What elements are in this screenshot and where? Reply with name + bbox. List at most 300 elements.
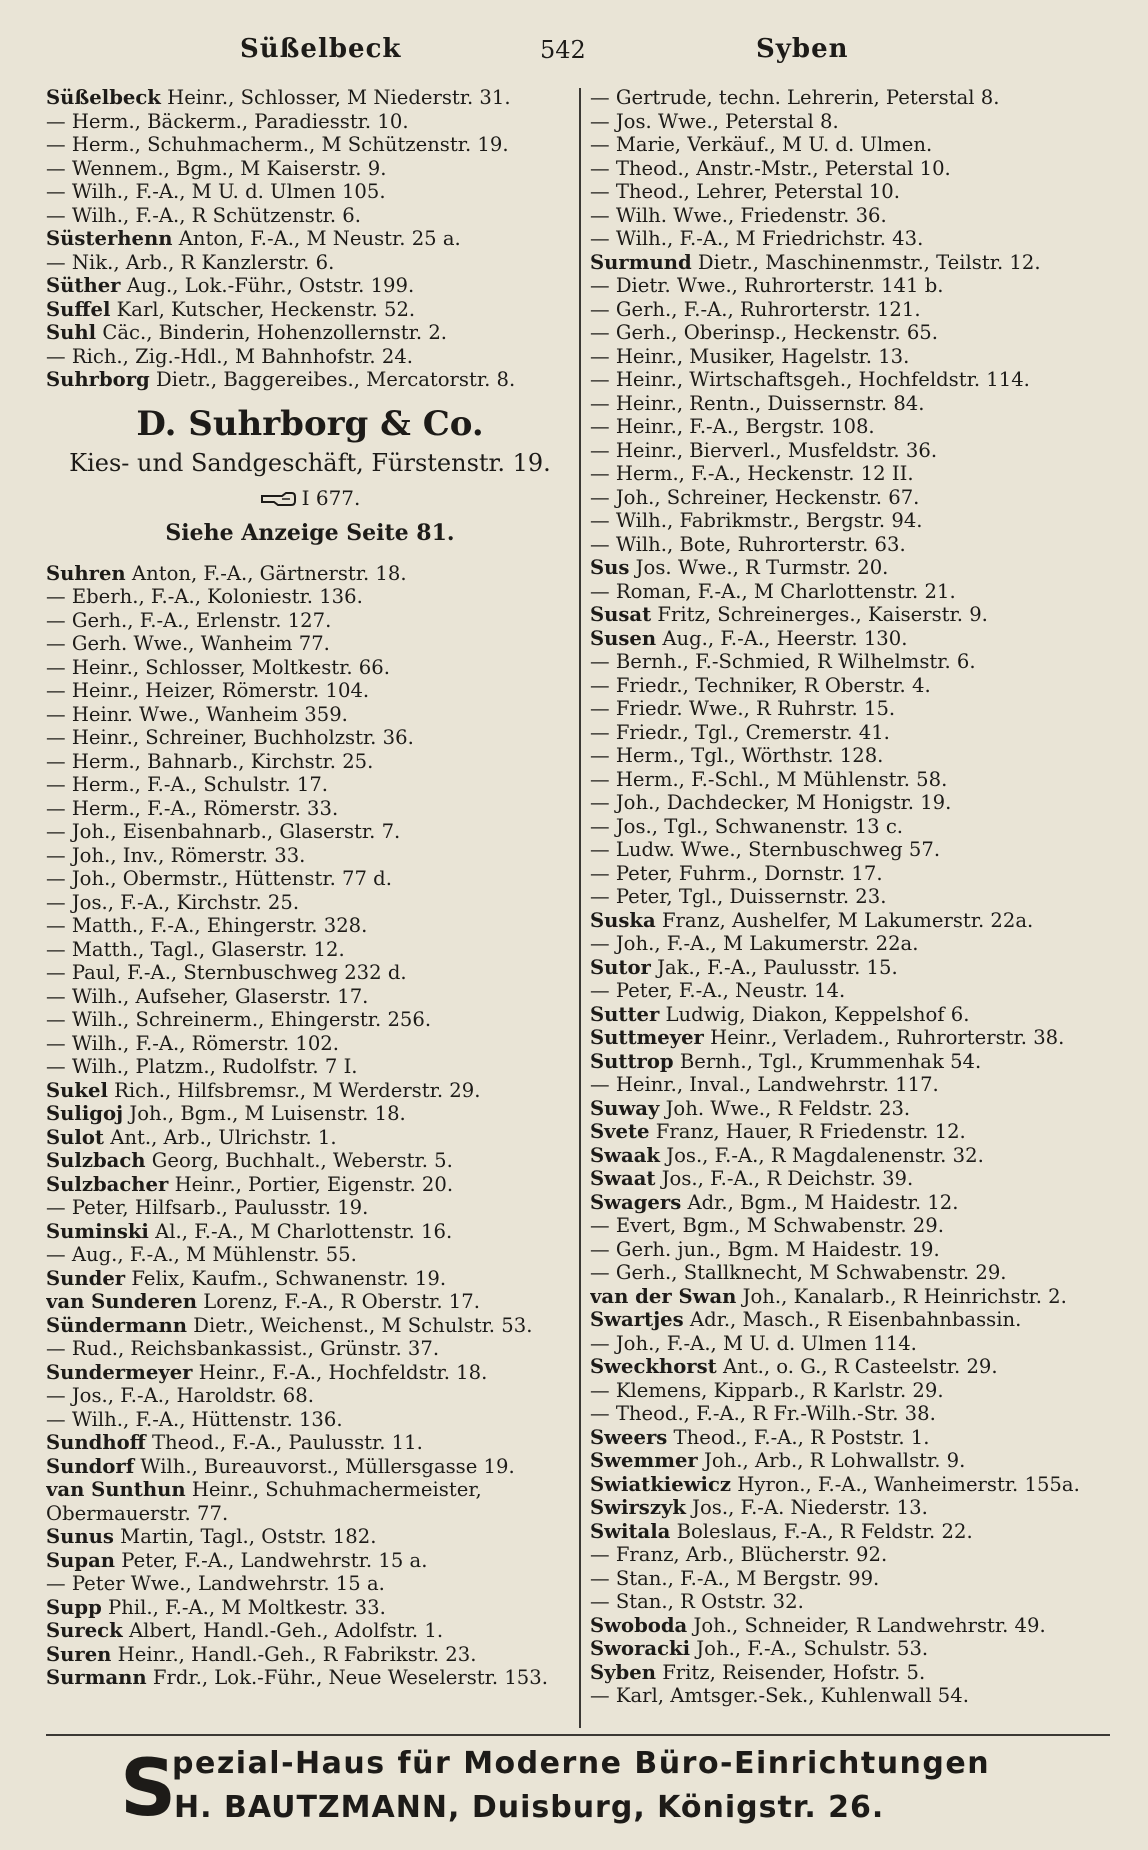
directory-entry (46, 632, 574, 656)
entry-details: Adr., Masch., R Eisenbahnbassin. (689, 1308, 1022, 1331)
directory-entry (46, 656, 574, 680)
directory-entry (590, 1402, 1110, 1426)
entry-details: — Wilh., F.-A., R Schützenstr. 6. (46, 203, 362, 227)
entry-details: — Peter, Fuhrm., Dornstr. 17. (590, 861, 883, 885)
directory-entry (46, 961, 574, 985)
directory-entry (590, 744, 1110, 768)
entry-details: — Herm., F.-A., Heckenstr. 12 II. (590, 462, 914, 485)
directory-entry (590, 157, 1110, 181)
directory-entry (590, 1261, 1110, 1285)
directory-entry (590, 674, 1110, 698)
entry-surname: Sulzbacher (46, 1172, 169, 1196)
directory-entry (590, 1426, 1110, 1450)
entry-surname: Suminski (46, 1219, 149, 1243)
ad-phone (46, 480, 574, 516)
entry-details: — Joh., F.-A., M U. d. Ulmen 114. (590, 1331, 917, 1355)
entry-details: — Heinr., Bierverl., Musfeldstr. 36. (590, 438, 938, 462)
entry-details: — Peter Wwe., Landwehrstr. 15 a. (46, 1572, 385, 1595)
directory-entry (46, 585, 574, 609)
entry-surname: Suska (590, 908, 656, 932)
directory-entry (590, 1167, 1110, 1191)
directory-entry (590, 298, 1110, 322)
directory-entry (590, 909, 1110, 933)
entry-details: Martin, Tagl., Oststr. 182. (120, 1525, 377, 1548)
directory-entry (590, 1684, 1110, 1708)
directory-entry (46, 1596, 574, 1620)
entry-surname: Sworacki (590, 1637, 691, 1660)
entry-details: Aug., F.-A., Heerstr. 130. (662, 626, 908, 650)
directory-entry (590, 251, 1110, 275)
entry-details: — Heinr., Inval., Landwehrstr. 117. (590, 1073, 939, 1096)
entry-surname: Suhrborg (46, 368, 150, 391)
entry-details: — Gerh. Wwe., Wanheim 77. (46, 632, 330, 655)
directory-entry (46, 844, 574, 868)
directory-entry (46, 1455, 574, 1479)
right-entries (590, 86, 1110, 1708)
directory-entry (590, 721, 1110, 745)
directory-entry (590, 580, 1110, 604)
directory-entry (46, 1173, 574, 1197)
entry-details: Peter, F.-A., Landwehrstr. 15 a. (121, 1548, 428, 1572)
left-column (46, 86, 574, 1726)
directory-entry (590, 180, 1110, 204)
directory-entry (590, 204, 1110, 228)
ad-line-1: pezial-Haus für Moderne Büro-Einrichtungen (172, 1746, 991, 1781)
entry-details: — Jos., F.-A., Kirchstr. 25. (46, 890, 300, 914)
entry-surname: Suttmeyer (590, 1026, 704, 1049)
entry-details: — Wennem., Bgm., M Kaiserstr. 9. (46, 156, 387, 180)
entry-surname: Svete (590, 1120, 650, 1143)
entry-details: Felix, Kaufm., Schwanenstr. 19. (131, 1266, 447, 1290)
directory-entry (590, 1473, 1110, 1497)
entry-details: — Wilh., Bote, Ruhrorterstr. 63. (590, 532, 906, 556)
entry-details: — Friedr., Techniker, R Oberstr. 4. (590, 673, 931, 697)
directory-entry (590, 486, 1110, 510)
entry-details: Hyron., F.-A., Wanheimerstr. 155a. (737, 1472, 1080, 1496)
entry-details: — Dietr. Wwe., Ruhrorterstr. 141 b. (590, 274, 944, 297)
entry-details: Heinr., Verladem., Ruhrorterstr. 38. (710, 1026, 1065, 1049)
entry-details: Heinr., Schlosser, M Niederstr. 31. (167, 86, 511, 109)
entry-details: Heinr., Schuhmachermeister, Obermauerstr. 77. (46, 1478, 482, 1525)
entry-details: Ludwig, Diakon, Keppelshof 6. (665, 1002, 970, 1026)
ad-title: D. Suhrborg & Co. (136, 403, 484, 444)
entry-details: Dietr., Weichenst., M Schulstr. 53. (193, 1313, 533, 1337)
entry-details: — Joh., Eisenbahnarb., Glaserstr. 7. (46, 820, 401, 843)
entry-details: Ant., Arb., Ulrichstr. 1. (110, 1125, 337, 1149)
entry-details: Joh., Arb., R Lohwallstr. 9. (703, 1449, 966, 1472)
directory-entry (46, 157, 574, 181)
entry-surname: Sweers (590, 1425, 668, 1449)
entry-details: — Karl, Amtsger.-Sek., Kuhlenwall 54. (590, 1684, 969, 1707)
directory-entry (590, 956, 1110, 980)
entry-details: — Gerh., Oberinsp., Heckenstr. 65. (590, 321, 938, 344)
directory-entry (590, 862, 1110, 886)
entry-details: — Peter, Tgl., Duissernstr. 23. (590, 885, 887, 908)
directory-entry (46, 867, 574, 891)
entry-details: — Wilh. Wwe., Friedenstr. 36. (590, 203, 887, 227)
directory-entry (46, 773, 574, 797)
directory-entry (46, 1549, 574, 1573)
directory-entry (590, 1332, 1110, 1356)
directory-entry (590, 1003, 1110, 1027)
entry-details: — Herm., Bäckerm., Paradiesstr. 10. (46, 109, 409, 133)
directory-entry (46, 1619, 574, 1643)
page-number: 542 (540, 36, 586, 64)
directory-entry (590, 1285, 1110, 1309)
entry-details: Joh. Wwe., R Feldstr. 23. (665, 1096, 911, 1120)
directory-entry (590, 1496, 1110, 1520)
entry-details: — Aug., F.-A., M Mühlenstr. 55. (46, 1243, 357, 1266)
directory-entry (590, 110, 1110, 134)
directory-entry (46, 1572, 574, 1596)
entry-details: — Joh., Obermstr., Hüttenstr. 77 d. (46, 867, 392, 890)
entry-details: Theod., F.-A., R Poststr. 1. (673, 1425, 930, 1449)
entry-surname: Swagers (590, 1190, 682, 1214)
directory-entry (46, 1314, 574, 1338)
directory-entry (590, 1308, 1110, 1332)
entry-details: — Bernh., F.-Schmied, R Wilhelmstr. 6. (590, 650, 976, 673)
entry-details: — Gertrude, techn. Lehrerin, Peterstal 8. (590, 86, 1000, 109)
entry-surname: Sweckhorst (590, 1355, 717, 1378)
entry-details: — Joh., Inv., Römerstr. 33. (46, 843, 306, 867)
directory-entry (590, 1590, 1110, 1614)
entry-surname: Surmann (46, 1666, 147, 1689)
entry-surname: Switala (590, 1519, 671, 1543)
entry-details: — Joh., F.-A., M Lakumerstr. 22a. (590, 932, 919, 955)
entry-details: — Wilh., Fabrikmstr., Bergstr. 94. (590, 509, 923, 532)
entry-details: Joh., F.-A., Schulstr. 53. (696, 1637, 929, 1660)
directory-entry (590, 533, 1110, 557)
directory-entry (46, 750, 574, 774)
entry-surname: Sunder (46, 1266, 126, 1290)
header-right-keyword: Syben (756, 34, 849, 64)
directory-entry (46, 891, 574, 915)
directory-entry (46, 914, 574, 938)
directory-entry (590, 1543, 1110, 1567)
entry-details: Anton, F.-A., Gärtnerstr. 18. (131, 561, 407, 585)
entry-details: — Evert, Bgm., M Schwabenstr. 29. (590, 1214, 944, 1237)
entry-details: Jos. Wwe., R Turmstr. 20. (635, 556, 889, 579)
entry-surname: Suren (46, 1642, 112, 1666)
directory-entry (46, 298, 574, 322)
directory-entry (590, 1026, 1110, 1050)
entry-details: Frdr., Lok.-Führ., Neue Weselerstr. 153. (152, 1666, 548, 1689)
entry-surname: van Sunthun (46, 1478, 186, 1501)
entry-details: — Jos., Tgl., Schwanenstr. 13 c. (590, 814, 904, 838)
directory-entry (590, 462, 1110, 486)
directory-entry (590, 650, 1110, 674)
directory-entry (46, 321, 574, 345)
entry-details: Fritz, Reisender, Hofstr. 5. (662, 1660, 926, 1684)
entry-details: Franz, Hauer, R Friedenstr. 12. (655, 1120, 966, 1143)
entry-details: Al., F.-A., M Charlottenstr. 16. (155, 1219, 453, 1243)
directory-entry (46, 703, 574, 727)
directory-entry (46, 985, 574, 1009)
directory-entry (46, 1337, 574, 1361)
entry-details: — Jos., F.-A., Haroldstr. 68. (46, 1384, 314, 1407)
entry-surname: Swirszyk (590, 1496, 686, 1519)
directory-entry (590, 791, 1110, 815)
entry-details: — Heinr., Schreiner, Buchholzstr. 36. (46, 726, 414, 749)
left-entries-top (46, 86, 574, 392)
entry-details: — Peter, Hilfsarb., Paulusstr. 19. (46, 1196, 369, 1219)
directory-entry (590, 1120, 1110, 1144)
ad-line-2: H. BAUTZMANN, Duisburg, Königstr. 26. (174, 1790, 885, 1825)
entry-details: Dietr., Maschinenmstr., Teilstr. 12. (697, 250, 1041, 274)
entry-details: Ant., o. G., R Casteelstr. 29. (722, 1355, 998, 1378)
directory-entry (46, 726, 574, 750)
entry-details: — Joh., Schreiner, Heckenstr. 67. (590, 485, 920, 509)
entry-details: — Theod., Lehrer, Peterstal 10. (590, 180, 900, 203)
entry-details: Karl, Kutscher, Heckenstr. 52. (116, 297, 416, 321)
right-column (590, 86, 1110, 1726)
directory-entry (46, 1008, 574, 1032)
directory-entry (590, 274, 1110, 298)
directory-entry (46, 1384, 574, 1408)
entry-surname: Swemmer (590, 1449, 698, 1472)
directory-entry (590, 86, 1110, 110)
header-left-keyword: Süßelbeck (240, 34, 402, 64)
entry-surname: Suligoj (46, 1102, 124, 1125)
entry-details: — Wilh., Aufseher, Glaserstr. 17. (46, 984, 369, 1008)
entry-surname: Sulot (46, 1125, 104, 1149)
entry-details: — Heinr., F.-A., Bergstr. 108. (590, 415, 875, 438)
entry-details: — Heinr., Rentn., Duissernstr. 84. (590, 391, 925, 415)
directory-entry (590, 1661, 1110, 1685)
entry-details: — Rich., Zig.-Hdl., M Bahnhofstr. 24. (46, 344, 414, 368)
entry-details: — Nik., Arb., R Kanzlerstr. 6. (46, 250, 335, 274)
entry-details: — Stan., F.-A., M Bergstr. 99. (590, 1566, 880, 1590)
entry-details: — Klemens, Kipparb., R Karlstr. 29. (590, 1378, 944, 1402)
entry-surname: Sukel (46, 1078, 108, 1102)
entry-details: Jos., F.-A. Niederstr. 13. (692, 1496, 928, 1519)
directory-entry (590, 415, 1110, 439)
entry-details: — Friedr. Wwe., R Ruhrstr. 15. (590, 697, 896, 720)
entry-surname: van Sunderen (46, 1290, 197, 1313)
directory-entry (46, 1525, 574, 1549)
entry-details: Fritz, Schreinerges., Kaiserstr. 9. (657, 603, 988, 626)
entry-details: Rich., Hilfsbremsr., M Werderstr. 29. (114, 1078, 481, 1102)
entry-details: — Eberh., F.-A., Koloniestr. 136. (46, 585, 363, 608)
pointing-hand-icon (260, 491, 296, 507)
entry-details: — Wilh., F.-A., Römerstr. 102. (46, 1031, 339, 1055)
directory-entry (590, 932, 1110, 956)
entry-details: — Wilh., F.-A., Hüttenstr. 136. (46, 1407, 343, 1431)
entry-details: — Gerh., F.-A., Ruhrorterstr. 121. (590, 297, 921, 321)
directory-entry (590, 979, 1110, 1003)
entry-details: Lorenz, F.-A., R Oberstr. 17. (203, 1290, 480, 1313)
entry-surname: Sündermann (46, 1313, 188, 1337)
entry-surname: Sulzbach (46, 1149, 146, 1172)
entry-details: — Herm., Tgl., Wörthstr. 128. (590, 744, 884, 767)
entry-details: — Herm., F.-A., Römerstr. 33. (46, 796, 339, 820)
entry-details: — Paul, F.-A., Sternbuschweg 232 d. (46, 961, 407, 984)
page-header (0, 22, 1148, 78)
entry-details: Franz, Aushelfer, M Lakumerstr. 22a. (661, 908, 1034, 932)
entry-details: — Herm., Schuhmacherm., M Schützenstr. 19. (46, 133, 509, 156)
entry-surname: Surmund (590, 250, 692, 274)
entry-details: — Herm., Bahnarb., Kirchstr. 25. (46, 749, 374, 773)
entry-surname: Suttrop (590, 1049, 674, 1073)
entry-surname: Susen (590, 626, 657, 650)
entry-surname: Supp (46, 1595, 102, 1619)
directory-entry (46, 1290, 574, 1314)
directory-entry (46, 562, 574, 586)
directory-entry (46, 820, 574, 844)
entry-details: — Jos. Wwe., Peterstal 8. (590, 109, 839, 133)
directory-entry (46, 86, 574, 110)
ad-phone-number: I 677. (301, 485, 361, 510)
column-divider (579, 88, 581, 1728)
entry-surname: Sundorf (46, 1454, 135, 1478)
entry-details: Wilh., Bureauvorst., Müllersgasse 19. (140, 1454, 515, 1478)
directory-entry (46, 1408, 574, 1432)
entry-details: — Gerh., F.-A., Erlenstr. 127. (46, 608, 332, 632)
directory-entry (46, 133, 574, 157)
entry-surname: Sundermeyer (46, 1360, 193, 1384)
suhrborg-advertisement (46, 402, 574, 550)
entry-details: — Herm., F.-A., Schulstr. 17. (46, 773, 329, 796)
entry-details: Joh., Schneider, R Landwehrstr. 49. (693, 1613, 1046, 1637)
entry-surname: Suffel (46, 297, 111, 321)
entry-details: — Heinr., Wirtschaftsgeh., Hochfeldstr. 114. (590, 368, 1030, 391)
directory-entry (46, 1032, 574, 1056)
entry-details: — Heinr., Musiker, Hagelstr. 13. (590, 344, 910, 368)
directory-entry (590, 1379, 1110, 1403)
entry-surname: Sunus (46, 1525, 114, 1548)
entry-details: Jos., F.-A., R Magdalenenstr. 32. (666, 1143, 984, 1167)
directory-entry (590, 1050, 1110, 1074)
directory-entry (590, 509, 1110, 533)
directory-entry (590, 392, 1110, 416)
entry-surname: Supan (46, 1548, 116, 1572)
entry-surname: Swaat (590, 1167, 656, 1190)
entry-surname: van der Swan (590, 1284, 737, 1308)
entry-surname: Süsterhenn (46, 227, 173, 250)
directory-entry (590, 1567, 1110, 1591)
entry-details: — Heinr., Heizer, Römerstr. 104. (46, 679, 370, 702)
ad-subtitle: Kies- und Sandgeschäft, Fürstenstr. 19. (69, 448, 551, 477)
entry-details: Anton, F.-A., M Neustr. 25 a. (178, 227, 461, 250)
directory-entry (590, 1097, 1110, 1121)
entry-details: — Gerh. jun., Bgm. M Haidestr. 19. (590, 1237, 940, 1261)
entry-details: — Stan., R Oststr. 32. (590, 1590, 804, 1613)
directory-entry (590, 885, 1110, 909)
directory-entry (46, 1431, 574, 1455)
directory-entry (590, 1214, 1110, 1238)
entry-surname: Suhl (46, 321, 97, 344)
entry-details: Theod., F.-A., Paulusstr. 11. (151, 1431, 423, 1454)
directory-entry (46, 1243, 574, 1267)
directory-entry (46, 1126, 574, 1150)
entry-details: — Wilh., F.-A., M Friedrichstr. 43. (590, 227, 924, 250)
directory-entry (590, 815, 1110, 839)
directory-entry (590, 133, 1110, 157)
directory-entry (46, 110, 574, 134)
entry-details: — Roman, F.-A., M Charlottenstr. 21. (590, 579, 956, 603)
directory-entry (590, 1614, 1110, 1638)
entry-surname: Sus (590, 556, 630, 579)
directory-entry (46, 345, 574, 369)
entry-details: Boleslaus, F.-A., R Feldstr. 22. (676, 1519, 973, 1543)
directory-entry (46, 938, 574, 962)
entry-details: Jos., F.-A., R Deichstr. 39. (661, 1167, 914, 1190)
entry-surname: Süther (46, 274, 121, 297)
directory-entry (46, 1643, 574, 1667)
directory-entry (590, 1355, 1110, 1379)
bottom-rule (46, 1734, 1110, 1736)
entry-surname: Swartjes (590, 1308, 684, 1331)
directory-entry (46, 1220, 574, 1244)
directory-entry (46, 251, 574, 275)
entry-details: — Rud., Reichsbankassist., Grünstr. 37. (46, 1337, 440, 1360)
directory-entry (590, 627, 1110, 651)
entry-details: — Theod., Anstr.-Mstr., Peterstal 10. (590, 156, 951, 180)
entry-surname: Sutor (590, 955, 651, 979)
entry-details: Heinr., Portier, Eigenstr. 20. (174, 1172, 454, 1196)
entry-details: — Gerh., Stallknecht, M Schwabenstr. 29. (590, 1261, 1007, 1284)
entry-details: — Heinr., Schlosser, Moltkestr. 66. (46, 655, 390, 679)
directory-entry (590, 603, 1110, 627)
entry-surname: Suhren (46, 561, 126, 585)
directory-entry (46, 609, 574, 633)
directory-entry (46, 204, 574, 228)
entry-surname: Sureck (46, 1619, 123, 1642)
entry-details: — Wilh., F.-A., M U. d. Ulmen 105. (46, 180, 386, 203)
directory-entry (590, 321, 1110, 345)
directory-entry (590, 439, 1110, 463)
entry-surname: Swiatkiewicz (590, 1472, 732, 1496)
entry-details: — Marie, Verkäuf., M U. d. Ulmen. (590, 133, 933, 156)
entry-details: Heinr., F.-A., Hochfeldstr. 18. (198, 1360, 488, 1384)
entry-details: — Heinr. Wwe., Wanheim 359. (46, 702, 348, 726)
entry-details: — Joh., Dachdecker, M Honigstr. 19. (590, 791, 952, 814)
directory-entry (46, 1055, 574, 1079)
entry-details: — Franz, Arb., Blücherstr. 92. (590, 1543, 888, 1566)
directory-entry (46, 797, 574, 821)
entry-details: Jak., F.-A., Paulusstr. 15. (657, 955, 898, 979)
entry-details: Albert, Handl.-Geh., Adolfstr. 1. (128, 1619, 444, 1642)
directory-entry (46, 1102, 574, 1126)
directory-entry (46, 1666, 574, 1690)
entry-details: Joh., Kanalarb., R Heinrichstr. 2. (742, 1284, 1067, 1308)
entry-details: — Friedr., Tgl., Cremerstr. 41. (590, 720, 890, 744)
entry-details: Georg, Buchhalt., Weberstr. 5. (151, 1149, 453, 1172)
entry-details: — Wilh., Schreinerm., Ehingerstr. 256. (46, 1008, 432, 1031)
entry-details: — Theod., F.-A., R Fr.-Wilh.-Str. 38. (590, 1402, 936, 1425)
entry-surname: Sutter (590, 1002, 660, 1026)
entry-details: — Matth., Tagl., Glaserstr. 12. (46, 937, 345, 961)
entry-details: Adr., Bgm., M Haidestr. 12. (687, 1190, 959, 1214)
directory-entry (46, 1478, 574, 1525)
entry-details: Dietr., Baggereibes., Mercatorstr. 8. (156, 368, 516, 391)
directory-entry (590, 345, 1110, 369)
entry-surname: Syben (590, 1660, 656, 1684)
entry-surname: Suway (590, 1096, 660, 1120)
directory-entry (46, 679, 574, 703)
entry-details: Phil., F.-A., M Moltkestr. 33. (108, 1595, 386, 1619)
directory-entry (46, 180, 574, 204)
directory-entry (590, 1520, 1110, 1544)
entry-details: — Wilh., Platzm., Rudolfstr. 7 I. (46, 1055, 358, 1078)
directory-entry (590, 1637, 1110, 1661)
directory-entry (590, 1073, 1110, 1097)
bautzmann-advertisement (120, 1740, 1080, 1840)
directory-entry (46, 227, 574, 251)
entry-details: — Matth., F.-A., Ehingerstr. 328. (46, 914, 368, 937)
ad-initial-letter: S (120, 1744, 177, 1834)
directory-entry (46, 1149, 574, 1173)
